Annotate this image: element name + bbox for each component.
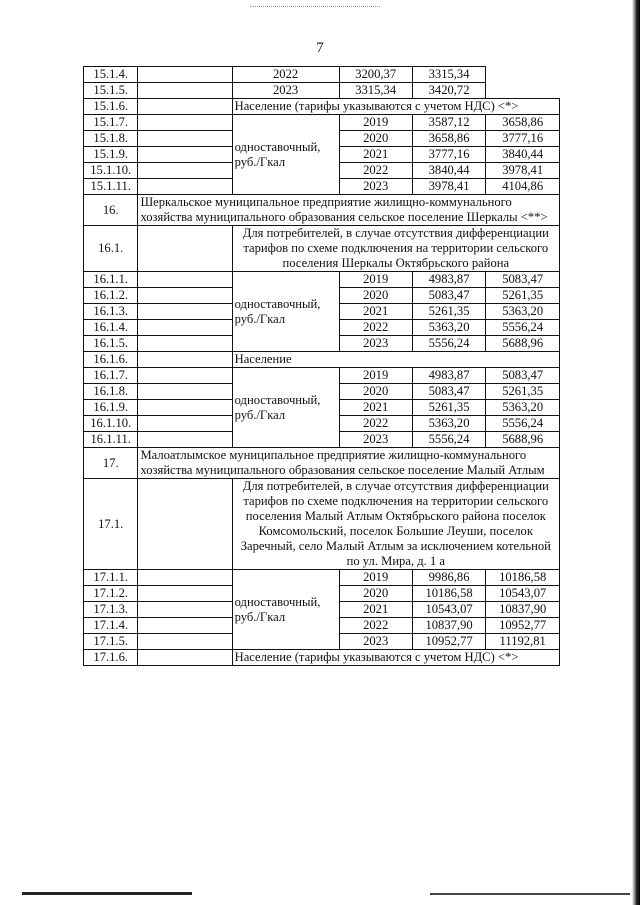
- year-cell: 2022: [339, 416, 412, 432]
- organization-cell: [138, 163, 232, 179]
- year-cell: 2022: [339, 320, 412, 336]
- tariff-first-half: 5083,47: [412, 288, 486, 304]
- row-number: 16.1.11.: [84, 432, 138, 448]
- year-cell: 2023: [339, 336, 412, 352]
- row-number: 16.1.7.: [84, 368, 138, 384]
- row-number: 16.1.2.: [84, 288, 138, 304]
- tariff-second-half: 3658,86: [486, 115, 560, 131]
- organization-name: Малоатлымское муниципальное предприятие жилищно-коммунального хозяйства муниципального образования сельское поселение Малый Атлым: [138, 448, 560, 479]
- organization-cell: [138, 432, 232, 448]
- organization-cell: [138, 400, 232, 416]
- row-number: 16.1.: [84, 226, 138, 272]
- tariff-second-half: 11192,81: [486, 634, 560, 650]
- tariff-second-half: 5556,24: [486, 416, 560, 432]
- year-cell: 2021: [339, 602, 412, 618]
- year-cell: 2019: [339, 272, 412, 288]
- year-cell: 2020: [339, 586, 412, 602]
- tariff-table: [83, 66, 560, 666]
- row-number: 15.1.6.: [84, 99, 138, 115]
- row-number: 15.1.5.: [84, 83, 138, 99]
- row-number: 17.1.4.: [84, 618, 138, 634]
- row-number: 16.1.8.: [84, 384, 138, 400]
- year-cell: 2019: [339, 368, 412, 384]
- table-row: [84, 115, 560, 131]
- row-number: 17.1.1.: [84, 570, 138, 586]
- consumer-condition-text: Для потребителей, в случае отсутствия дифференциации тарифов по схеме подключения на территории сельского поселения Шеркалы Октябрьского района: [232, 226, 559, 272]
- year-cell: 2023: [232, 83, 339, 99]
- consumer-group-label: Население (тарифы указываются с учетом НДС) <*>: [232, 99, 559, 115]
- table-row: [84, 99, 560, 115]
- tariff-second-half: 4104,86: [486, 179, 560, 195]
- year-cell: 2023: [339, 634, 412, 650]
- tariff-table-body: [84, 67, 560, 666]
- year-cell: 2020: [339, 384, 412, 400]
- organization-cell: [138, 99, 232, 115]
- tariff-first-half: 5556,24: [412, 336, 486, 352]
- row-number: 16.: [84, 195, 138, 226]
- row-number: 16.1.5.: [84, 336, 138, 352]
- page-number: 7: [316, 40, 324, 56]
- tariff-second-half: 5261,35: [486, 288, 560, 304]
- organization-cell: [138, 336, 232, 352]
- tariff-first-half: 3200,37: [339, 67, 412, 83]
- table-row: [84, 272, 560, 288]
- tariff-first-half: 3978,41: [412, 179, 486, 195]
- tariff-second-half: 3978,41: [486, 163, 560, 179]
- tariff-second-half: 10186,58: [486, 570, 560, 586]
- organization-cell: [138, 416, 232, 432]
- organization-cell: [138, 67, 232, 83]
- row-number: 17.1.3.: [84, 602, 138, 618]
- year-cell: 2023: [339, 179, 412, 195]
- tariff-second-half: 5363,20: [486, 304, 560, 320]
- organization-cell: [138, 618, 232, 634]
- tariff-first-half: 5556,24: [412, 432, 486, 448]
- tariff-first-half: 10543,07: [412, 602, 486, 618]
- tariff-first-half: 4983,87: [412, 368, 486, 384]
- year-cell: 2022: [339, 618, 412, 634]
- organization-cell: [138, 179, 232, 195]
- row-number: 17.: [84, 448, 138, 479]
- row-number: 15.1.11.: [84, 179, 138, 195]
- tariff-first-half: 4983,87: [412, 272, 486, 288]
- table-row: [84, 352, 560, 368]
- row-number: 17.1.2.: [84, 586, 138, 602]
- scan-artifact-bottom-left: [22, 892, 192, 895]
- organization-cell: [138, 650, 232, 666]
- tariff-first-half: 10837,90: [412, 618, 486, 634]
- row-number: 17.1.: [84, 479, 138, 570]
- organization-cell: [138, 384, 232, 400]
- tariff-first-half: 3658,86: [412, 131, 486, 147]
- organization-name: Шеркальское муниципальное предприятие жилищно-коммунального хозяйства муниципального образования сельское поселение Шеркалы <**>: [138, 195, 560, 226]
- tariff-second-half: 3315,34: [412, 67, 486, 83]
- table-row: [84, 570, 560, 586]
- organization-cell: [138, 288, 232, 304]
- tariff-first-half: 10952,77: [412, 634, 486, 650]
- tariff-first-half: 3587,12: [412, 115, 486, 131]
- row-number: 15.1.7.: [84, 115, 138, 131]
- year-cell: 2022: [232, 67, 339, 83]
- year-cell: 2019: [339, 570, 412, 586]
- row-number: 15.1.10.: [84, 163, 138, 179]
- tariff-second-half: 5688,96: [486, 432, 560, 448]
- organization-cell: [138, 83, 232, 99]
- tariff-second-half: 5363,20: [486, 400, 560, 416]
- organization-cell: [138, 586, 232, 602]
- tariff-kind: одноставочный, руб./Гкал: [232, 272, 339, 352]
- tariff-kind: одноставочный, руб./Гкал: [232, 570, 339, 650]
- table-row: [84, 650, 560, 666]
- row-number: 16.1.9.: [84, 400, 138, 416]
- tariff-first-half: 5363,20: [412, 416, 486, 432]
- tariff-second-half: 3420,72: [412, 83, 486, 99]
- tariff-second-half: 5261,35: [486, 384, 560, 400]
- year-cell: 2019: [339, 115, 412, 131]
- tariff-second-half: 5688,96: [486, 336, 560, 352]
- organization-cell: [138, 320, 232, 336]
- tariff-first-half: 3840,44: [412, 163, 486, 179]
- year-cell: 2023: [339, 432, 412, 448]
- tariff-first-half: 5261,35: [412, 400, 486, 416]
- tariff-second-half: 10543,07: [486, 586, 560, 602]
- consumer-group-label: Население: [232, 352, 559, 368]
- year-cell: 2021: [339, 147, 412, 163]
- year-cell: 2022: [339, 163, 412, 179]
- row-number: 15.1.8.: [84, 131, 138, 147]
- tariff-second-half: 5556,24: [486, 320, 560, 336]
- year-cell: 2020: [339, 131, 412, 147]
- row-number: 17.1.6.: [84, 650, 138, 666]
- organization-cell: [138, 131, 232, 147]
- scan-artifact-bottom-right: [430, 893, 630, 895]
- consumer-condition-text: Для потребителей, в случае отсутствия дифференциации тарифов по схеме подключения на территории сельского поселения Малый Атлым Октябрьского района поселок Комсомольский, поселок Большие Леуши, поселок Заречный, село Малый Атлым за исключением котельной по ул. Мира, д. 1 а: [232, 479, 559, 570]
- tariff-first-half: 5083,47: [412, 384, 486, 400]
- organization-cell: [138, 272, 232, 288]
- organization-cell: [138, 368, 232, 384]
- consumer-group-label: Население (тарифы указываются с учетом НДС) <*>: [232, 650, 559, 666]
- year-cell: 2021: [339, 304, 412, 320]
- tariff-first-half: 9986,86: [412, 570, 486, 586]
- row-number: 16.1.6.: [84, 352, 138, 368]
- organization-cell: [138, 479, 232, 570]
- organization-cell: [138, 634, 232, 650]
- tariff-first-half: 3777,16: [412, 147, 486, 163]
- organization-cell: [138, 226, 232, 272]
- tariff-first-half: 10186,58: [412, 586, 486, 602]
- scan-artifact-top: [250, 6, 380, 10]
- table-row: [84, 67, 560, 83]
- row-number: 15.1.9.: [84, 147, 138, 163]
- table-row: [84, 368, 560, 384]
- row-number: 17.1.5.: [84, 634, 138, 650]
- tariff-first-half: 3315,34: [339, 83, 412, 99]
- row-number: 15.1.4.: [84, 67, 138, 83]
- table-row: [84, 226, 560, 272]
- tariff-kind: одноставочный, руб./Гкал: [232, 368, 339, 448]
- organization-cell: [138, 147, 232, 163]
- tariff-second-half: 3840,44: [486, 147, 560, 163]
- table-row: [84, 195, 560, 226]
- table-row: [84, 448, 560, 479]
- row-number: 16.1.3.: [84, 304, 138, 320]
- tariff-second-half: 5083,47: [486, 368, 560, 384]
- tariff-first-half: 5363,20: [412, 320, 486, 336]
- row-number: 16.1.10.: [84, 416, 138, 432]
- tariff-second-half: 10952,77: [486, 618, 560, 634]
- tariff-second-half: 10837,90: [486, 602, 560, 618]
- year-cell: 2021: [339, 400, 412, 416]
- organization-cell: [138, 352, 232, 368]
- row-number: 16.1.1.: [84, 272, 138, 288]
- tariff-first-half: 5261,35: [412, 304, 486, 320]
- organization-cell: [138, 602, 232, 618]
- table-row: [84, 83, 560, 99]
- row-number: 16.1.4.: [84, 320, 138, 336]
- organization-cell: [138, 570, 232, 586]
- tariff-kind: одноставочный, руб./Гкал: [232, 115, 339, 195]
- tariff-second-half: 5083,47: [486, 272, 560, 288]
- table-row: [84, 479, 560, 570]
- organization-cell: [138, 115, 232, 131]
- organization-cell: [138, 304, 232, 320]
- scan-edge-right: [632, 0, 640, 905]
- year-cell: 2020: [339, 288, 412, 304]
- tariff-second-half: 3777,16: [486, 131, 560, 147]
